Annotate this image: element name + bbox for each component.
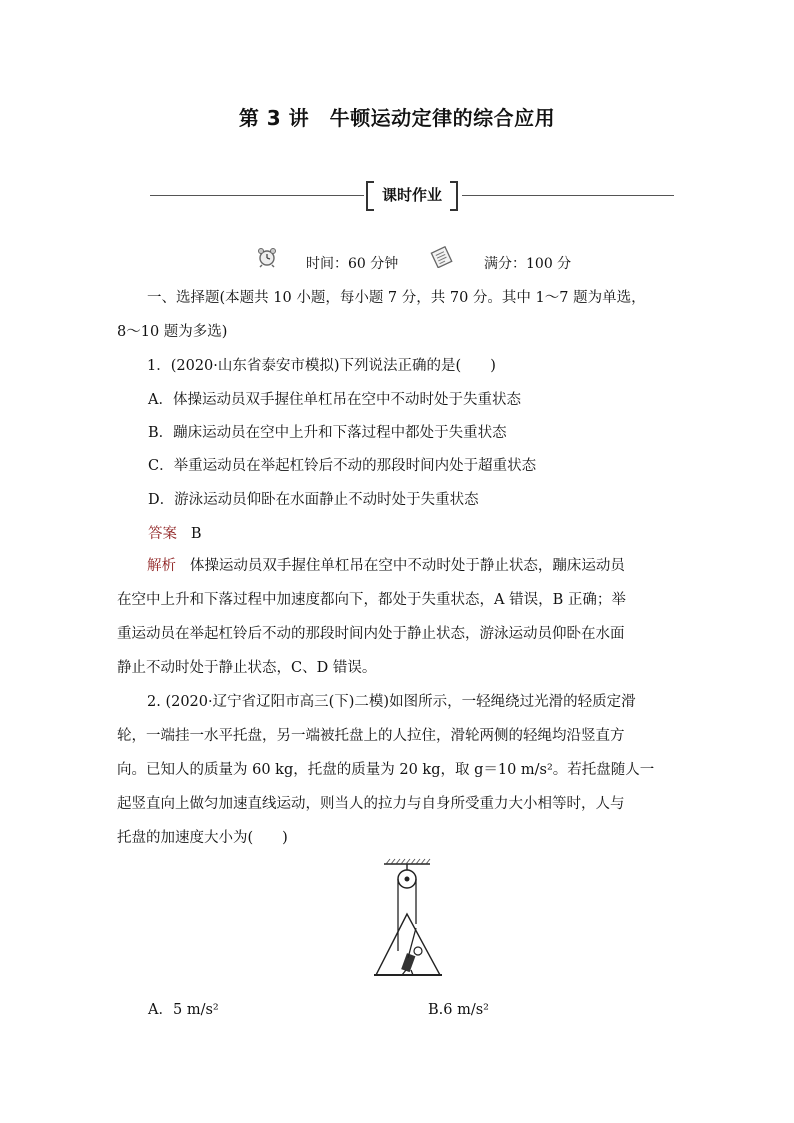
q1-option-b: B．蹦床运动员在空中上升和下落过程中都处于失重状态 — [148, 425, 507, 441]
analysis-label: 解析 — [147, 558, 176, 574]
q2-option-b-value: 6 m/s² — [443, 1002, 489, 1018]
q2-stem-line4: 起竖直向上做匀加速直线运动，则当人的拉力与自身所受重力大小相等时，人与 — [117, 796, 625, 812]
right-bracket — [450, 181, 458, 211]
q1-analysis-line4: 静止不动时处于静止状态，C、D 错误。 — [117, 660, 377, 676]
q2-option-a-value: 5 m/s² — [172, 1002, 219, 1018]
q1-option-d: D．游泳运动员仰卧在水面静止不动时处于失重状态 — [148, 492, 479, 508]
full-score: 满分：100 分 — [484, 256, 572, 272]
q1-analysis-line3: 重运动员在举起杠铃后不动的那段时间内处于静止状态，游泳运动员仰卧在水面 — [117, 626, 625, 642]
q2-stem-line5: 托盘的加速度大小为( ) — [117, 830, 288, 846]
homework-banner — [366, 181, 458, 209]
analysis-text-1: 体操运动员双手握住单杠吊在空中不动时处于静止状态，蹦床运动员 — [189, 558, 625, 574]
q2-option-b — [428, 1000, 489, 1020]
banner-divider-right — [462, 195, 674, 196]
banner-label: 课时作业 — [381, 186, 442, 204]
pulley-diagram — [368, 856, 478, 984]
q2-stem-line3: 向。已知人的质量为 60 kg，托盘的质量为 20 kg，取 g＝10 m/s²。若托盘随人一 — [117, 762, 655, 778]
q1-analysis-line1 — [117, 549, 679, 583]
q1-option-a: A．体操运动员双手握住单杠吊在空中不动时处于失重状态 — [148, 392, 521, 408]
time-limit: 时间：60 分钟 — [306, 256, 399, 272]
q2-option-a — [148, 1000, 219, 1020]
answer-label: 答案 — [148, 526, 177, 542]
page-title: 第 3 讲 牛顿运动定律的综合应用 — [238, 106, 556, 130]
q1-answer — [148, 524, 201, 544]
exam-paper-icon — [430, 246, 454, 273]
banner-divider-left — [150, 195, 364, 196]
answer-value: B — [190, 526, 202, 542]
q2-option-b-label: B. — [428, 1002, 444, 1018]
alarm-clock-icon — [256, 246, 278, 273]
q2-stem-line2: 轮，一端挂一水平托盘，另一端被托盘上的人拉住，滑轮两侧的轻绳均沿竖直方 — [117, 728, 625, 744]
section-heading-line2: 8～10 题为多选) — [117, 324, 228, 340]
left-bracket — [366, 181, 374, 211]
section-heading — [117, 281, 679, 315]
section-heading-line1: 一、选择题(本题共 10 小题，每小题 7 分，共 70 分。其中 1～7 题为单选， — [147, 290, 646, 306]
q1-option-c: C．举重运动员在举起杠铃后不动的那段时间内处于超重状态 — [148, 458, 537, 474]
q2-option-a-label: A． — [148, 1002, 173, 1018]
q2-stem-line1: 2. (2020·辽宁省辽阳市高三(下)二模)如图所示，一轻绳绕过光滑的轻质定滑 — [147, 694, 636, 710]
q1-analysis-line2: 在空中上升和下落过程中加速度都向下，都处于失重状态，A 错误，B 正确；举 — [117, 592, 626, 608]
q1-stem: 1．(2020·山东省泰安市模拟)下列说法正确的是( ) — [147, 358, 496, 374]
